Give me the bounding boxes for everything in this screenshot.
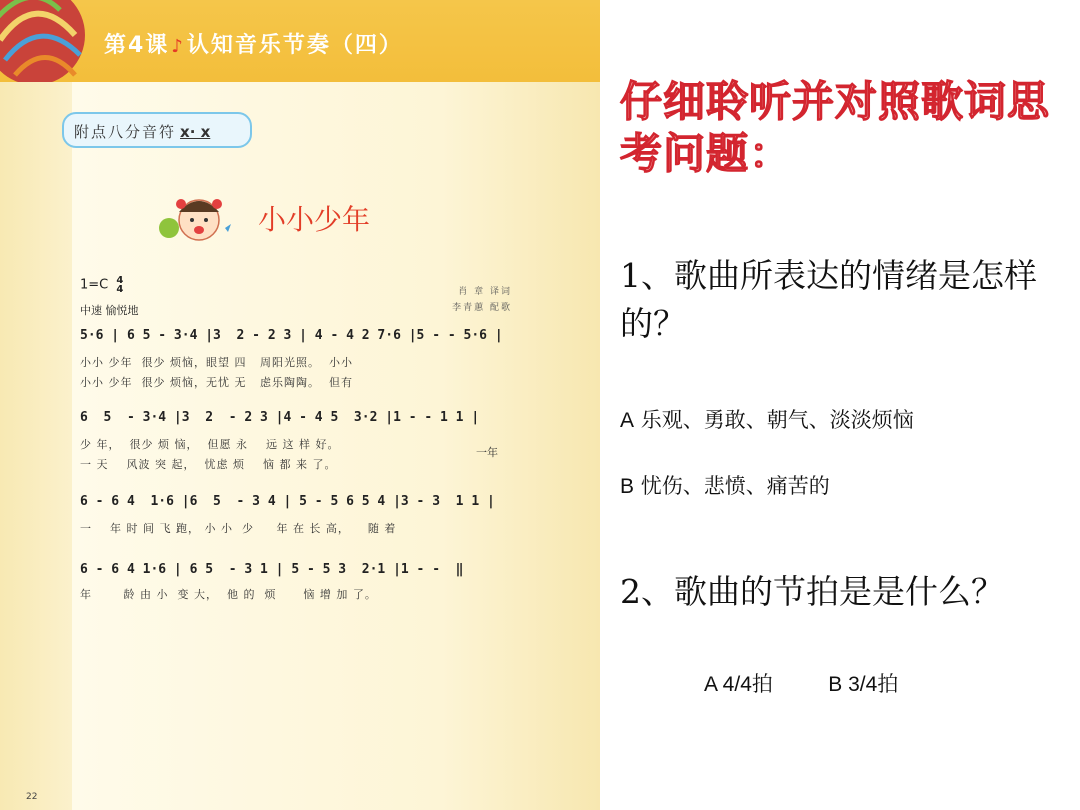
repeat-brace-text: 一年: [476, 446, 498, 459]
q2-options: [704, 668, 898, 698]
q2-option-b-text: 拍: [877, 672, 899, 696]
tempo-marking: 中速 愉悦地: [80, 304, 139, 317]
key-signature: [80, 276, 123, 294]
lyric-line: 年 龄 由 小 变 大， 他 的 烦 恼 增 加 了。: [80, 588, 377, 601]
q1-option-a-letter: A: [620, 409, 635, 432]
time-signature: [116, 276, 123, 294]
notation-line: 5·6 | 6 5 - 3·4 |3 2 - 2 3 | 4 - 4 2 7·6 |5 - - 5·6 |: [80, 328, 503, 343]
lyric-line: 小小 少年 很少 烦恼，眼望 四 周阳光照。 小小: [80, 356, 353, 369]
page-margin-strip: [0, 82, 72, 810]
q1-option-a-text: 乐观、勇敢、朝气、淡淡烦恼: [640, 408, 914, 432]
notation-line: 6 - 6 4 1·6 |6 5 - 3 4 | 5 - 5 6 5 4 |3 - 3 1 1 |: [80, 494, 495, 509]
time-sig-top: 4: [116, 275, 124, 286]
notation-line: 6 - 6 4 1·6 | 6 5 - 3 1 | 5 - 5 3 2·1 |1 - - ‖: [80, 562, 464, 577]
lesson-number: 第4课: [104, 33, 170, 58]
question-2: 2、歌曲的节拍是是什么？: [620, 572, 1004, 611]
lyric-line: 小小 少年 很少 烦恼，无忧 无 虑乐陶陶。 但有: [80, 376, 353, 389]
lesson-title: 认知音乐节奏（四）: [186, 33, 403, 58]
q1-option-b-letter: B: [620, 475, 635, 498]
q2-option-b-letter: B 3/4: [828, 673, 878, 696]
lyric-line: 一 天 风波 突 起， 忧虑 烦 恼 都 来 了。: [80, 458, 337, 471]
q2-option-a-letter: A 4/4: [704, 673, 752, 696]
q1-option-b-text: 忧伤、悲愤、痛苦的: [640, 474, 830, 498]
credits: [446, 284, 512, 316]
key-label: 1=C: [80, 277, 109, 293]
time-sig-bottom: 4: [116, 284, 124, 295]
decorative-swirl-icon: [0, 0, 90, 90]
dotted-note-label: 附点八分音符: [74, 123, 177, 141]
question-panel: [620, 0, 1080, 810]
q1-option-b: [620, 470, 830, 500]
lyric-line: 少 年， 很少 烦 恼， 但愿 永 远 这 样 好。: [80, 438, 340, 451]
lesson-heading: [104, 28, 403, 59]
lyricist-credit: 肖 章 译词: [458, 287, 512, 297]
page-number: 22: [26, 792, 38, 802]
song-title: 小小少年: [258, 203, 371, 236]
question-1: 1、歌曲所表达的情绪是怎样的？: [620, 256, 1037, 343]
q2-option-a-text: 拍: [751, 672, 773, 696]
dotted-note-box: [62, 112, 252, 148]
music-note-icon: ♪: [171, 36, 185, 57]
arranger-credit: 李青蕙 配歌: [452, 303, 512, 313]
notation-line: 6 5 - 3·4 |3 2 - 2 3 |4 - 4 5 3·2 |1 - - 1 1 |: [80, 410, 480, 425]
q1-option-a: [620, 404, 914, 434]
dotted-note-symbol: x· x: [180, 123, 211, 141]
lyric-line: 一 年 时 间 飞 跑， 小 小 少 年 在 长 高， 随 着: [80, 522, 397, 535]
slide-heading: 仔细聆听并对照歌词思考问题：: [620, 77, 1051, 178]
singing-kid-icon: [155, 190, 235, 250]
